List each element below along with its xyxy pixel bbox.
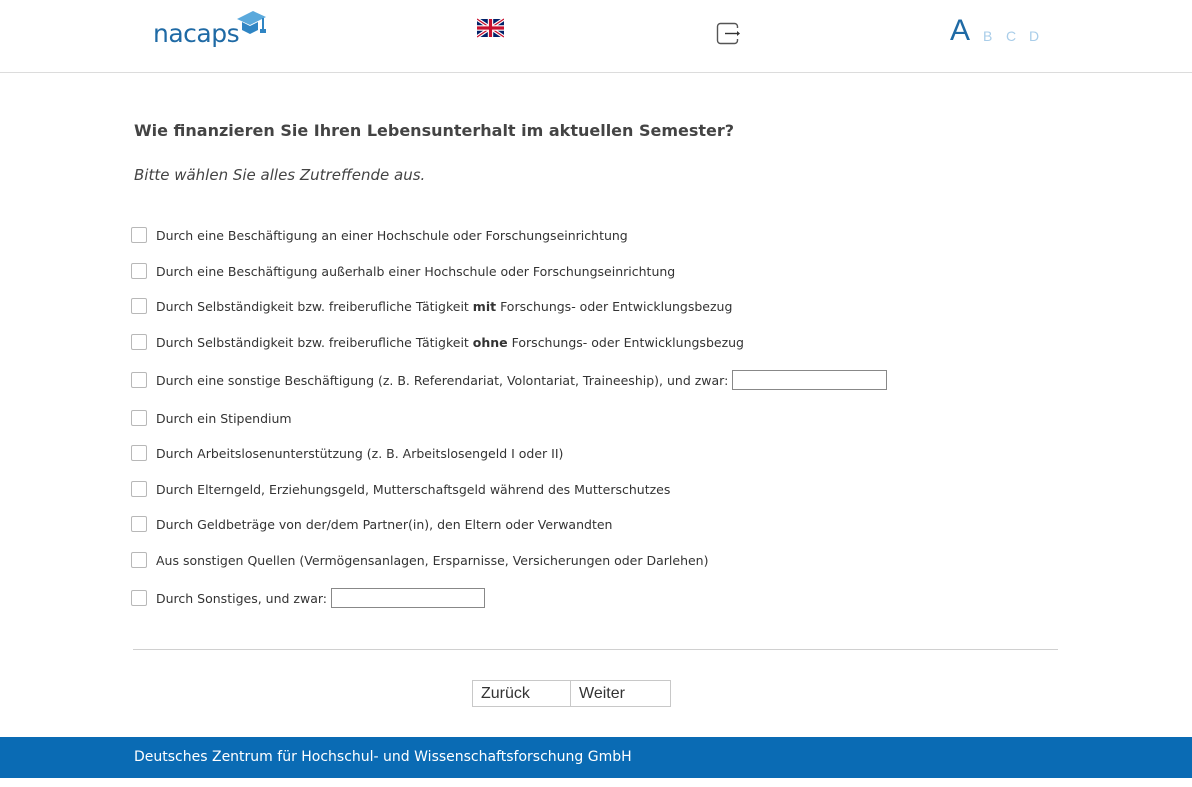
header: [0, 0, 1192, 73]
option-label: [156, 335, 744, 350]
logo-text: nacaps: [153, 19, 240, 48]
font-size-b[interactable]: B: [983, 28, 993, 44]
logout-icon[interactable]: [716, 22, 742, 46]
back-button[interactable]: Zurück: [472, 680, 571, 707]
option-label-post: Forschungs- oder Entwicklungsbezug: [496, 298, 733, 314]
option-label: [156, 299, 732, 314]
navigation-buttons: [472, 680, 671, 707]
option-label-pre: Durch Selbständigkeit bzw. freiberufliche Tätigkeit: [156, 334, 473, 350]
option-label-post: Forschungs- oder Entwicklungsbezug: [507, 334, 744, 350]
option-label-bold: ohne: [472, 334, 508, 350]
next-button[interactable]: Weiter: [571, 680, 671, 707]
footer: [0, 737, 1192, 778]
option-label-bold: mit: [472, 298, 497, 314]
checkbox[interactable]: [131, 445, 147, 461]
checkbox[interactable]: [131, 481, 147, 497]
option-sonstige-beschaeftigung[interactable]: [131, 370, 887, 390]
font-size-c[interactable]: C: [1006, 28, 1017, 44]
option-elterngeld[interactable]: [131, 479, 670, 499]
checkbox[interactable]: [131, 410, 147, 426]
font-size-d[interactable]: D: [1029, 28, 1040, 44]
option-hochschule[interactable]: [131, 225, 628, 245]
checkbox[interactable]: [131, 372, 147, 388]
option-label-pre: Durch Selbständigkeit bzw. freiberufliche Tätigkeit: [156, 298, 473, 314]
checkbox[interactable]: [131, 298, 147, 314]
option-label: Durch eine Beschäftigung außerhalb einer Hochschule oder Forschungseinrichtung: [156, 263, 676, 279]
option-selbstaendig-ohne[interactable]: [131, 332, 744, 352]
option-label: Aus sonstigen Quellen (Vermögensanlagen, Ersparnisse, Versicherungen oder Darlehen): [156, 552, 709, 568]
sonstige-beschaeftigung-input[interactable]: [732, 370, 887, 390]
checkbox[interactable]: [131, 334, 147, 350]
checkbox[interactable]: [131, 516, 147, 532]
font-size-a[interactable]: A: [950, 14, 971, 47]
option-selbstaendig-mit[interactable]: [131, 296, 732, 316]
nacaps-logo[interactable]: [153, 11, 273, 51]
checkbox[interactable]: [131, 590, 147, 606]
option-ausserhalb-hochschule[interactable]: [131, 261, 675, 281]
checkbox[interactable]: [131, 263, 147, 279]
option-label: Durch Elterngeld, Erziehungsgeld, Mutterschaftsgeld während des Mutterschutzes: [156, 481, 671, 497]
option-label: Durch eine Beschäftigung an einer Hochschule oder Forschungseinrichtung: [156, 227, 628, 243]
option-sonstige-quellen[interactable]: [131, 550, 708, 570]
option-label: Durch ein Stipendium: [156, 410, 292, 426]
option-geldbetraege[interactable]: [131, 514, 612, 534]
option-sonstiges[interactable]: [131, 588, 485, 608]
checkbox[interactable]: [131, 227, 147, 243]
question-hint: Bitte wählen Sie alles Zutreffende aus.: [134, 166, 426, 184]
option-label: Durch Geldbeträge von der/dem Partner(in), den Eltern oder Verwandten: [156, 516, 613, 532]
sonstiges-input[interactable]: [331, 588, 485, 608]
question-title: Wie finanzieren Sie Ihren Lebensunterhalt im aktuellen Semester?: [134, 121, 735, 140]
uk-flag-icon[interactable]: [477, 18, 504, 38]
option-arbeitslosenunterstuetzung[interactable]: [131, 443, 563, 463]
graduation-cap-icon: [233, 11, 267, 37]
option-label: Durch Arbeitslosenunterstützung (z. B. Arbeitslosengeld I oder II): [156, 445, 564, 461]
option-stipendium[interactable]: [131, 408, 292, 428]
divider: [133, 649, 1058, 650]
option-label: Durch eine sonstige Beschäftigung (z. B. Referendariat, Volontariat, Traineeship), und zwar:: [156, 372, 729, 388]
checkbox[interactable]: [131, 552, 147, 568]
footer-text: Deutsches Zentrum für Hochschul- und Wissenschaftsforschung GmbH: [134, 749, 632, 765]
option-label: Durch Sonstiges, und zwar:: [156, 590, 327, 606]
